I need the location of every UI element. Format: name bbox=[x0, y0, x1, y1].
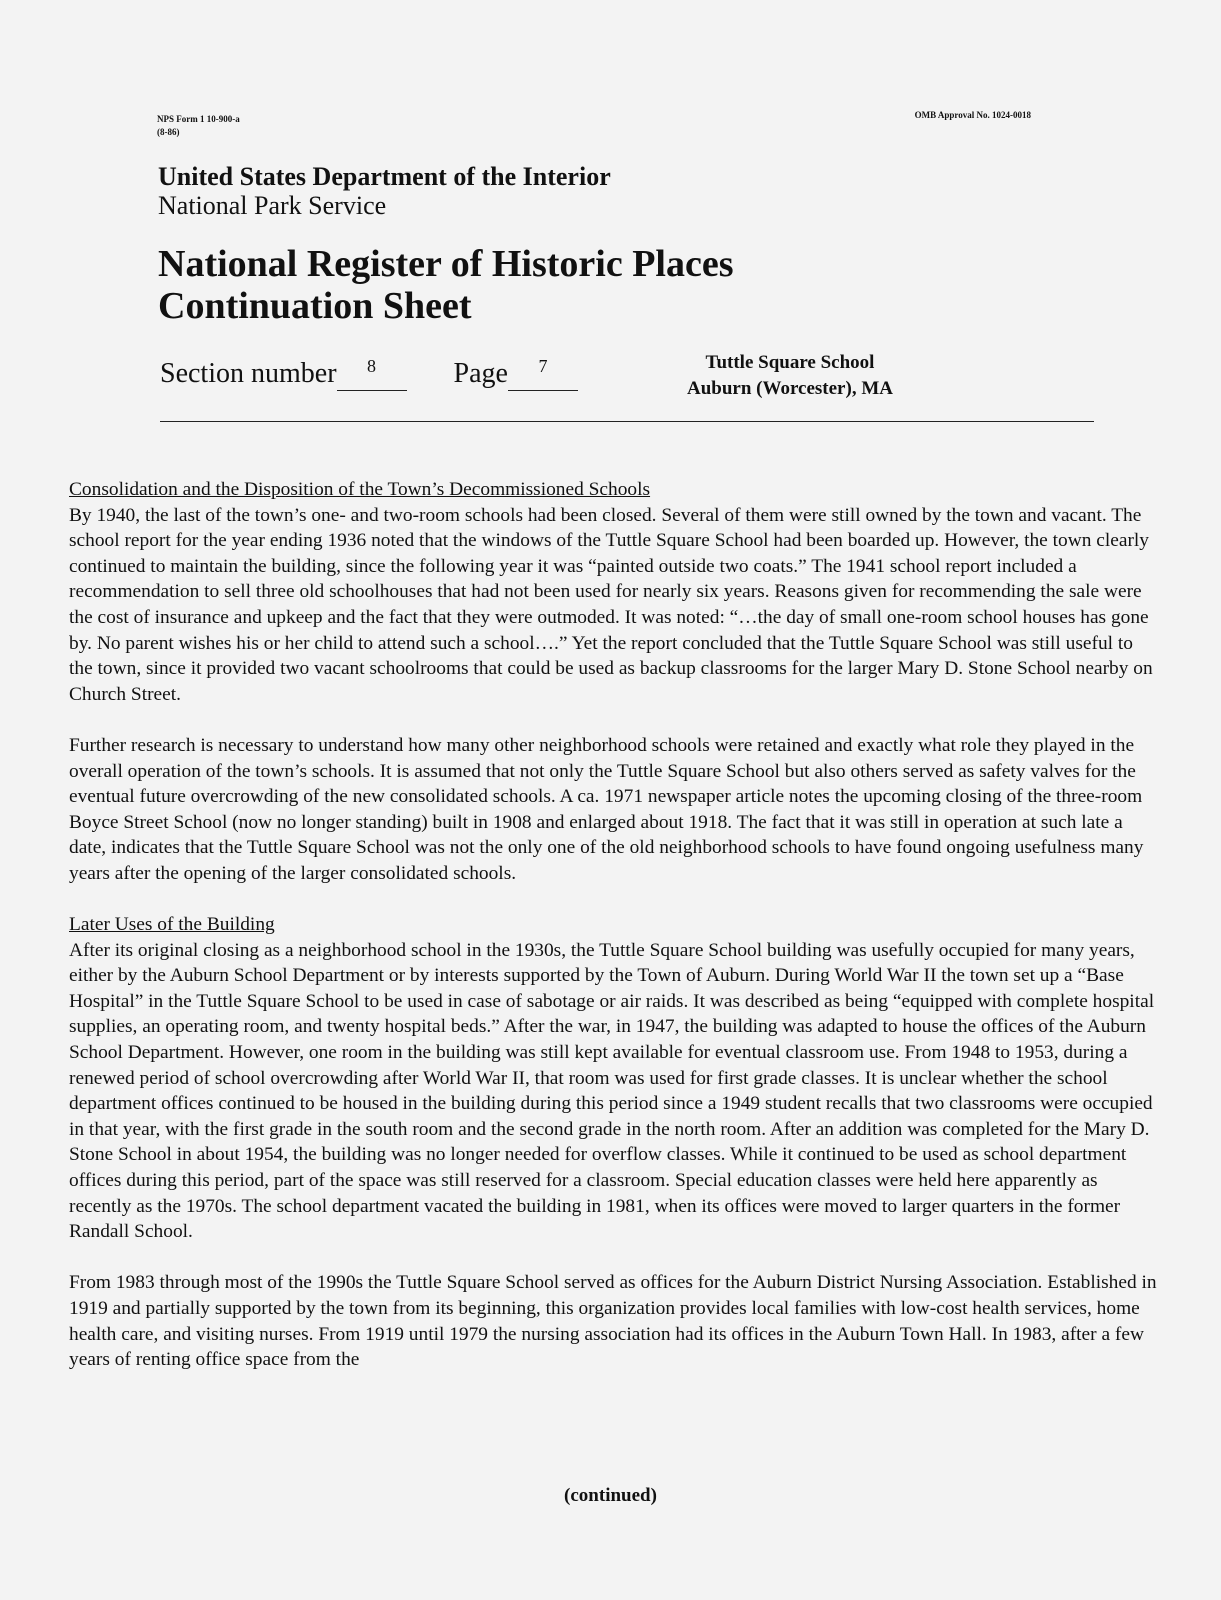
form-number: NPS Form 1 10-900-a bbox=[157, 114, 240, 124]
continued-note: (continued) bbox=[564, 1485, 657, 1506]
page-label: Page bbox=[453, 358, 508, 389]
form-date: (8-86) bbox=[157, 127, 180, 137]
document-title bbox=[158, 243, 734, 327]
paragraph: From 1983 through most of the 1990s the Tuttle Square School served as offices for the Auburn District Nursing Association. Established in 1919 and partially supported by the town from its beginning, this organization provides local families with low-cost health services, home health care, and visiting nurses. From 1919 until 1979 the nursing association had its offices in the Auburn Town Hall. In 1983, after a few years of renting office space from the bbox=[69, 1272, 1157, 1371]
omb-approval: OMB Approval No. 1024-0018 bbox=[914, 110, 1031, 120]
form-identifier bbox=[157, 113, 240, 139]
property-name: Tuttle Square School bbox=[705, 352, 875, 373]
title-line-1: National Register of Historic Places bbox=[158, 243, 734, 285]
title-line-2: Continuation Sheet bbox=[158, 285, 472, 327]
body-text bbox=[69, 477, 1159, 1398]
section-number-field bbox=[337, 358, 407, 391]
property-block bbox=[640, 350, 940, 402]
department-name: United States Department of the Interior bbox=[158, 162, 611, 191]
section-consolidation bbox=[69, 477, 1159, 707]
paragraph: Further research is necessary to understand how many other neighborhood schools were retained and exactly what role they played in the overall operation of the town’s schools. It is assumed that not only the Tuttle Square School but also others served as safety valves for the eventual future overcrowding of the new consolidated schools. A ca. 1971 newspaper article notes the upcoming closing of the three-room Boyce Street School (now no longer standing) built in 1908 and enlarged about 1918. The fact that it was still in operation at such late a date, indicates that the Tuttle Square School was not the only one of the old neighborhood schools to have found ongoing usefulness many years after the opening of the larger consolidated schools. bbox=[69, 734, 1144, 884]
property-location: Auburn (Worcester), MA bbox=[687, 378, 893, 399]
section-later-uses bbox=[69, 912, 1159, 1245]
page-number-field bbox=[508, 358, 578, 391]
section-heading: Consolidation and the Disposition of the Town’s Decommissioned Schools bbox=[69, 479, 651, 500]
agency-name: National Park Service bbox=[158, 191, 387, 220]
section-page-row bbox=[160, 358, 578, 391]
paragraph: By 1940, the last of the town’s one- and two-room schools had been closed. Several of them were still owned by the town and vacant. The school report for the year ending 1936 noted that the windows of the Tuttle Square School had been boarded up. However, the town clearly continued to maintain the building, since the following year it was “painted outside two coats.” The 1941 school report included a recommendation to sell three old schoolhouses that had not been used for nearly six years. Reasons given for recommending the sale were the cost of insurance and upkeep and the fact that they were outmoded. It was noted: “…the day of small one-room school houses has gone by. No parent wishes his or her child to attend such a school….” Yet the report concluded that the Tuttle Square School was still useful to the town, since it provided two vacant schoolrooms that could be used as backup classrooms for the larger Mary D. Stone School nearby on Church Street. bbox=[69, 504, 1153, 705]
section-heading: Later Uses of the Building bbox=[69, 914, 275, 936]
section-number-value: 8 bbox=[367, 356, 377, 376]
paragraph: After its original closing as a neighborhood school in the 1930s, the Tuttle Square School building was usefully occupied for many years, either by the Auburn School Department or by interests supported by the Town of Auburn. During World War II the town set up a “Base Hospital” in the Tuttle Square School to be used in case of sabotage or air raids. It was described as being “equipped with complete hospital supplies, an operating room, and twenty hospital beds.” After the war, in 1947, the building was adapted to house the offices of the Auburn School Department. However, one room in the building was still kept available for eventual classroom use. From 1948 to 1953, during a renewed period of school overcrowding after World War II, that room was used for first grade classes. It is unclear whether the school department offices continued to be housed in the building during this period since a 1949 student recalls that two classrooms were occupied in that year, with the first grade in the south room and the second grade in the north room. After an addition was completed for the Mary D. Stone School in about 1954, the building was no longer needed for overflow classes. While it continued to be used as school department offices during this period, part of the space was still reserved for a classroom. Special education classes were held here apparently as recently as the 1970s. The school department vacated the building in 1981, when its offices were moved to larger quarters in the former Randall School. bbox=[69, 939, 1155, 1243]
department-block bbox=[158, 162, 611, 220]
section-label: Section number bbox=[160, 358, 337, 389]
page-number-value: 7 bbox=[538, 356, 548, 376]
header-divider bbox=[160, 421, 1094, 422]
